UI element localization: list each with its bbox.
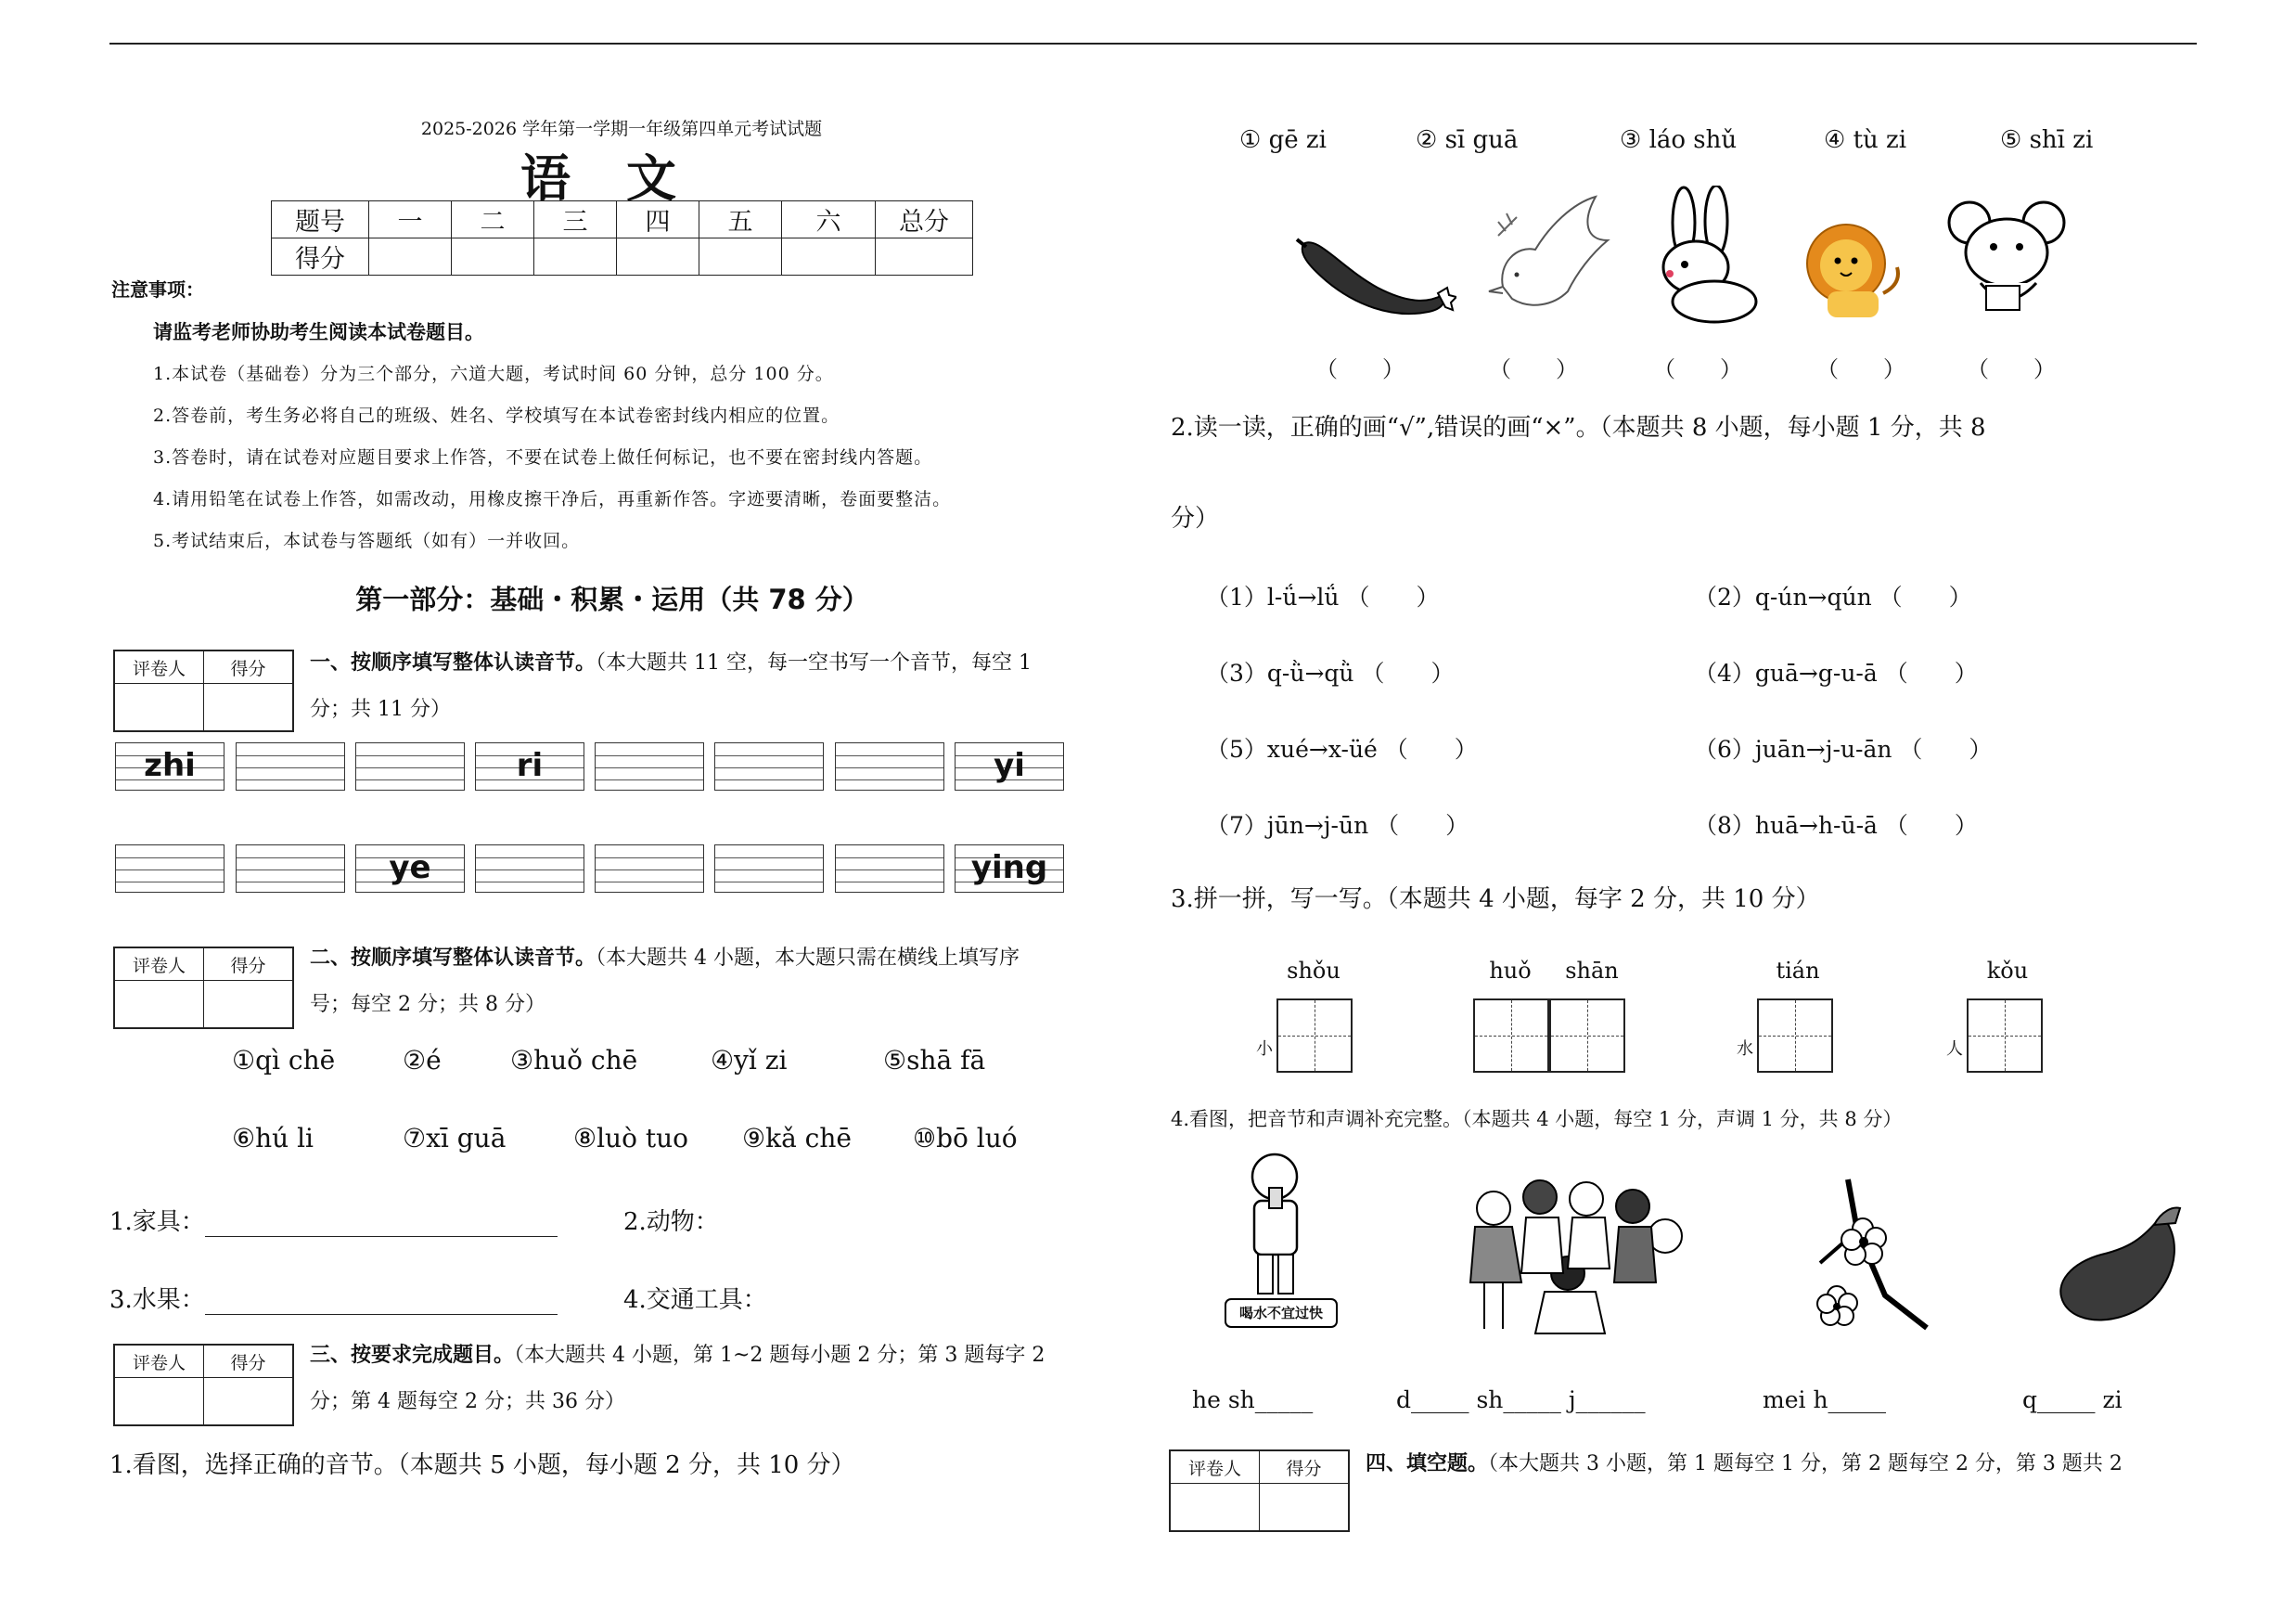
question-transport-label: 4.交通工具： [623, 1286, 767, 1314]
guide-line [836, 857, 943, 858]
option-3: ③huǒ chē [510, 1045, 638, 1076]
score-header-cell: 三 [534, 201, 617, 238]
four-line-box[interactable] [236, 844, 345, 893]
write-pinyin-3: shān [1565, 958, 1619, 984]
four-line-box[interactable] [236, 742, 345, 791]
score-label: 得分 [204, 650, 294, 684]
option-9: ⑨kǎ chē [742, 1123, 852, 1153]
option-1: ①qì chē [232, 1045, 336, 1076]
grader-input[interactable] [114, 1378, 204, 1426]
radical-hint-2: 水 [1737, 1039, 1753, 1059]
notice-lead: 请监考老师协助考生阅读本试卷题目。 [153, 321, 484, 343]
grader-box [113, 650, 294, 732]
grader-box [113, 947, 294, 1029]
judge-item-1: （1）l-ǘ→lǘ （ ） [1206, 584, 1440, 611]
four-line-box[interactable] [835, 742, 944, 791]
fill-item-1: he sh_____ [1192, 1386, 1314, 1413]
guide-line [116, 869, 224, 870]
four-line-box[interactable] [595, 844, 704, 893]
score-cell[interactable] [782, 238, 876, 276]
score-header-cell: 六 [782, 201, 876, 238]
section-three-heading: 三、按要求完成题目。 [310, 1344, 515, 1367]
guide-line [596, 779, 703, 780]
section-three-detail: （本大题共 4 小题，第 1~2 题每小题 2 分；第 3 题每字 2 [514, 1344, 1045, 1367]
score-header-cell: 五 [699, 201, 782, 238]
exam-subtitle: 2025-2026 学年第一学期一年级第四单元考试试题 [420, 119, 823, 139]
fill-item-3: mei h_____ [1763, 1386, 1887, 1413]
guide-line [596, 755, 703, 756]
score-input[interactable] [204, 1378, 294, 1426]
eggplant-picture [2050, 1197, 2189, 1336]
option-8: ⑧luò tuo [573, 1123, 688, 1153]
pinyin-syllable: yi [994, 747, 1025, 784]
grader-box [113, 1344, 294, 1426]
rabbit-picture [1642, 186, 1772, 327]
guide-line [715, 869, 823, 870]
guide-line [237, 755, 344, 756]
notice-item: 3.答卷时，请在试卷对应题目要求上作答，不要在试卷上做任何标记，也不要在密封线内答题。 [153, 447, 933, 468]
answer-paren-2[interactable]: （ ） [1489, 356, 1578, 382]
question-animal [623, 1203, 719, 1237]
score-row-label: 得分 [272, 238, 369, 276]
score-header-cell: 题号 [272, 201, 369, 238]
option-7: ⑦xī guā [403, 1123, 507, 1153]
four-line-box[interactable] [955, 844, 1064, 893]
question-furniture-label: 1.家具： [109, 1208, 205, 1236]
notice-item: 1.本试卷（基础卷）分为三个部分，六道大题，考试时间 60 分钟，总分 100 分。 [153, 364, 834, 384]
four-line-box[interactable] [714, 844, 824, 893]
score-cell[interactable] [876, 238, 973, 276]
option-2: ②é [403, 1045, 442, 1076]
judge-item-5: （5）xué→x-üé （ ） [1206, 736, 1478, 763]
section-four-detail: （本大题共 3 小题，第 1 题每空 1 分，第 2 题每空 2 分，第 3 题共 2 [1488, 1452, 2123, 1475]
question-fruit [109, 1281, 558, 1315]
notice-item: 4.请用铅笔在试卷上作答，如需改动，用橡皮擦干净后，再重新作答。字迹要清晰，卷面要整洁。 [153, 489, 952, 509]
pinyin-syllable: ri [516, 747, 544, 784]
option-6: ⑥hú li [232, 1123, 314, 1153]
section-three-detail-2: 分；第 4 题每空 2 分；共 36 分） [310, 1390, 625, 1413]
score-header-cell: 总分 [876, 201, 973, 238]
grader-input[interactable] [114, 684, 204, 732]
grader-box [1169, 1449, 1350, 1532]
four-line-box[interactable] [835, 844, 944, 893]
four-line-box[interactable] [115, 742, 224, 791]
writing-grid[interactable] [1757, 998, 1833, 1073]
score-input[interactable] [1260, 1484, 1350, 1532]
picture-sign-text: 喝水不宜过快 [1238, 1305, 1323, 1321]
guide-line [237, 857, 344, 858]
loofah-picture [1289, 221, 1456, 323]
judge-item-7: （7）jūn→j-ūn （ ） [1206, 812, 1469, 839]
guide-line [715, 857, 823, 858]
question-three: 3.拼一拼，写一写。（本题共 4 小题，每字 2 分，共 10 分） [1171, 885, 1820, 913]
grader-label: 评卷人 [114, 1345, 204, 1378]
grader-input[interactable] [1170, 1484, 1260, 1532]
four-line-box[interactable] [115, 844, 224, 893]
guide-line [596, 869, 703, 870]
score-label: 得分 [1260, 1450, 1350, 1484]
guide-line [356, 779, 464, 780]
answer-paren-5[interactable]: （ ） [1967, 356, 2056, 382]
judge-item-2: （2）q-ún→qún （ ） [1694, 584, 1972, 611]
fill-item-2: d_____ sh_____ j______ [1396, 1386, 1646, 1413]
pinyin-option-4: ④ tù zi [1824, 126, 1907, 154]
answer-paren-3[interactable]: （ ） [1653, 356, 1742, 382]
write-pinyin-2: huǒ [1489, 958, 1532, 984]
guide-line [356, 755, 464, 756]
grader-label: 评卷人 [114, 650, 204, 684]
pinyin-option-1: ① gē zi [1239, 126, 1327, 154]
four-line-box[interactable] [714, 742, 824, 791]
guide-line [237, 767, 344, 768]
question-two-line1: 2.读一读，正确的画“√”,错误的画“×”。（本题共 8 小题，每小题 1 分，共 8 [1171, 414, 1986, 442]
guide-line [596, 857, 703, 858]
section-one-detail: （本大题共 11 空，每一空书写一个音节，每空 1 [596, 651, 1032, 675]
four-line-box[interactable] [355, 742, 465, 791]
notice-heading: 注意事项： [111, 278, 204, 301]
guide-line [715, 767, 823, 768]
score-input[interactable] [204, 981, 294, 1029]
section-four-heading: 四、填空题。 [1366, 1452, 1489, 1475]
guide-line [836, 767, 943, 768]
section-two-detail: （本大题共 4 小题，本大题只需在横线上填写序 [596, 947, 1020, 970]
guide-line [356, 767, 464, 768]
option-10: ⑩bō luó [913, 1123, 1018, 1153]
write-pinyin-4: tián [1776, 958, 1820, 984]
question-two-line2: 分） [1171, 505, 1220, 533]
pinyin-syllable: ye [389, 849, 431, 886]
pinyin-option-5: ⑤ shī zi [2000, 126, 2094, 154]
guide-line [476, 857, 584, 858]
score-cell[interactable] [452, 238, 534, 276]
score-header-cell: 四 [617, 201, 699, 238]
guide-line [715, 755, 823, 756]
top-rule [109, 43, 2197, 45]
fill-item-4: q_____ zi [2022, 1386, 2123, 1413]
section-three-q1: 1.看图，选择正确的音节。（本题共 5 小题，每小题 2 分，共 10 分） [109, 1451, 855, 1479]
plum-blossom-picture [1792, 1175, 1941, 1333]
grader-label: 评卷人 [1170, 1450, 1260, 1484]
guide-line [237, 869, 344, 870]
notice-item: 5.考试结束后，本试卷与答题纸（如有）一并收回。 [153, 531, 581, 551]
score-label: 得分 [204, 1345, 294, 1378]
judge-item-3: （3）q-ǜ→qǜ （ ） [1206, 660, 1455, 687]
radical-hint-3: 人 [1946, 1039, 1963, 1059]
question-furniture [109, 1203, 558, 1237]
section-two-instructions [310, 935, 1145, 1028]
writing-grid[interactable] [1549, 998, 1625, 1073]
judge-item-6: （6）juān→j-u-ān （ ） [1694, 736, 1993, 763]
guide-line [116, 857, 224, 858]
judge-item-4: （4）guā→g-u-ā （ ） [1694, 660, 1978, 687]
guide-line [715, 779, 823, 780]
section-three-instructions [310, 1333, 1145, 1425]
writing-grid[interactable] [1473, 998, 1549, 1073]
pinyin-syllable: ying [970, 849, 1048, 886]
write-pinyin-1: shǒu [1287, 958, 1340, 984]
writing-grid[interactable] [1967, 998, 2043, 1073]
guide-line [836, 869, 943, 870]
section-four-instructions [1366, 1448, 2123, 1476]
option-4: ④yǐ zi [711, 1045, 788, 1076]
judge-item-8: （8）huā→h-ū-ā （ ） [1694, 812, 1978, 839]
score-label: 得分 [204, 947, 294, 981]
question-transport [623, 1281, 767, 1315]
answer-line-fruit[interactable] [205, 1288, 558, 1315]
four-line-box[interactable] [355, 844, 465, 893]
score-table [271, 200, 973, 276]
exam-title: 语文 [520, 148, 732, 208]
pinyin-syllable: zhi [144, 747, 196, 784]
question-fruit-label: 3.水果： [109, 1286, 205, 1314]
guide-line [476, 869, 584, 870]
section-two-heading: 二、按顺序填写整体认读音节。 [310, 947, 596, 970]
answer-paren-4[interactable]: （ ） [1816, 356, 1905, 382]
question-four: 4.看图，把音节和声调补充完整。（本题共 4 小题，每空 1 分，声调 1 分，共 8 分） [1171, 1108, 1903, 1130]
four-line-box[interactable] [475, 844, 584, 893]
pinyin-option-3: ③ láo shǔ [1620, 126, 1738, 154]
section-one-instructions [310, 640, 1145, 733]
answer-paren-1[interactable]: （ ） [1315, 356, 1405, 382]
option-5: ⑤shā fā [883, 1045, 986, 1076]
lion-picture [1800, 219, 1911, 321]
question-animal-label: 2.动物： [623, 1208, 719, 1236]
guide-line [596, 767, 703, 768]
write-pinyin-5: kǒu [1986, 958, 2029, 984]
answer-line-furniture[interactable] [205, 1210, 558, 1237]
guide-line [237, 779, 344, 780]
notice-item: 2.答卷前，考生务必将自己的班级、姓名、学校填写在本试卷密封线内相应的位置。 [153, 406, 840, 426]
grader-label: 评卷人 [114, 947, 204, 981]
section-one-heading: 一、按顺序填写整体认读音节。 [310, 651, 596, 675]
writing-grid[interactable] [1276, 998, 1353, 1073]
four-line-box[interactable] [475, 742, 584, 791]
four-line-box[interactable] [595, 742, 704, 791]
grader-input[interactable] [114, 981, 204, 1029]
score-header-cell: 一 [369, 201, 452, 238]
four-line-box[interactable] [955, 742, 1064, 791]
section-one-detail-2: 分；共 11 分） [310, 698, 451, 721]
score-cell[interactable] [534, 238, 617, 276]
radical-hint-1: 小 [1256, 1039, 1273, 1059]
mouse-picture [1943, 195, 2073, 323]
guide-line [836, 779, 943, 780]
score-cell[interactable] [617, 238, 699, 276]
score-cell[interactable] [369, 238, 452, 276]
score-cell[interactable] [699, 238, 782, 276]
score-header-cell: 二 [452, 201, 534, 238]
part-one-title: 第一部分：基础・积累・运用（共 78 分） [355, 584, 869, 615]
dove-picture [1480, 189, 1619, 324]
children-playing-picture [1456, 1171, 1698, 1338]
section-two-detail-2: 号；每空 2 分；共 8 分） [310, 993, 545, 1016]
pinyin-option-2: ② sī guā [1416, 126, 1519, 154]
guide-line [836, 755, 943, 756]
score-input[interactable] [204, 684, 294, 732]
